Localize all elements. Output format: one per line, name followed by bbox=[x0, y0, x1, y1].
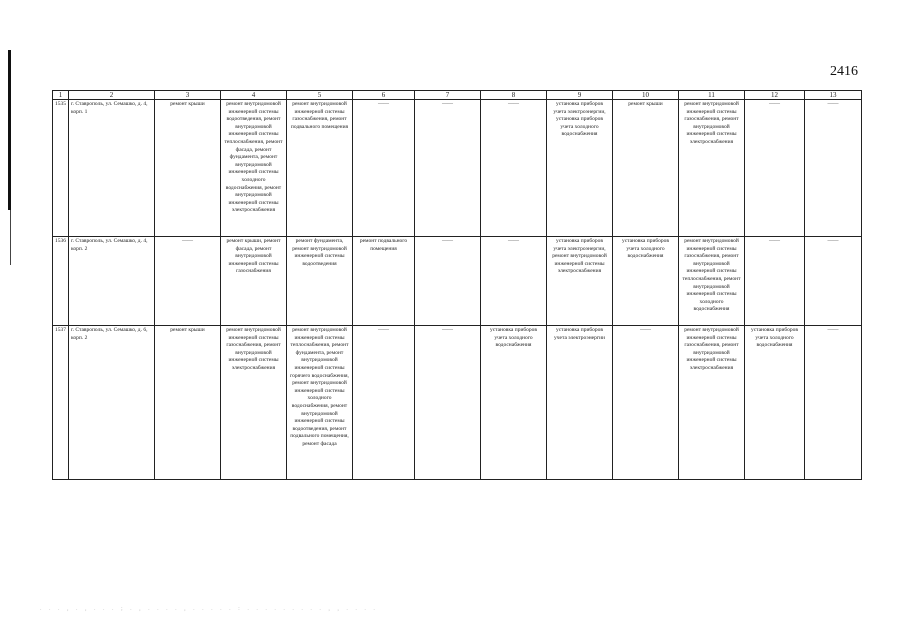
column-header: 3 bbox=[155, 91, 221, 100]
column-header: 4 bbox=[221, 91, 287, 100]
column-header: 5 bbox=[287, 91, 353, 100]
column-header: 6 bbox=[353, 91, 415, 100]
scan-edge-mark-lower bbox=[10, 210, 11, 265]
table-cell: установка приборов учета электроэнергии, установка приборов учета холодного водоснабжения bbox=[547, 100, 613, 237]
scan-edge-mark bbox=[8, 50, 11, 210]
column-header: 13 bbox=[805, 91, 862, 100]
column-header: 9 bbox=[547, 91, 613, 100]
table-cell: установка приборов учета холодного водоснабжения bbox=[481, 326, 547, 480]
table-cell: —— bbox=[155, 237, 221, 326]
table-cell: ремонт подвального помещения bbox=[353, 237, 415, 326]
table-cell: —— bbox=[353, 100, 415, 237]
table-cell: установка приборов учета холодного водоснабжения bbox=[613, 237, 679, 326]
column-header: 1 bbox=[53, 91, 69, 100]
table-row bbox=[53, 326, 862, 480]
table-cell: ремонт внутридомовой инженерной системы теплоснабжения, ремонт фундамента, ремонт внутридомовой инженерной системы горячего водоснабжения, ремонт внутридомовой инженерной системы холодного водоснабжения, ремонт внутридомовой инженерной системы водоотведения, ремонт подвального помещения, ремонт фасада bbox=[287, 326, 353, 480]
table-cell: —— bbox=[415, 100, 481, 237]
table-cell: установка приборов учета электроэнергии bbox=[547, 326, 613, 480]
table-cell: —— bbox=[613, 326, 679, 480]
table-cell: —— bbox=[415, 326, 481, 480]
table-cell: ремонт крыши bbox=[155, 100, 221, 237]
column-header: 12 bbox=[745, 91, 805, 100]
table-cell: установка приборов учета холодного водоснабжения bbox=[745, 326, 805, 480]
column-header: 2 bbox=[69, 91, 155, 100]
table-cell: ремонт внутридомовой инженерной системы газоснабжения, ремонт внутридомовой инженерной системы электроснабжения bbox=[679, 326, 745, 480]
column-header: 10 bbox=[613, 91, 679, 100]
table-cell: ремонт внутридомовой инженерной системы газоснабжения, ремонт подвального помещения bbox=[287, 100, 353, 237]
table-row bbox=[53, 237, 862, 326]
table-cell: —— bbox=[805, 326, 862, 480]
table-cell: ремонт внутридомовой инженерной системы газоснабжения, ремонт внутридомовой инженерной системы электроснабжения bbox=[221, 326, 287, 480]
table-cell: —— bbox=[745, 237, 805, 326]
table-cell: ремонт внутридомовой инженерной системы водоотведения, ремонт внутридомовой инженерной системы теплоснабжения, ремонт фасада, ремонт фундамента, ремонт внутридомовой инженерной системы холодного водоснабжения, ремонт внутридомовой инженерной системы электроснабжения bbox=[221, 100, 287, 237]
repair-schedule-table bbox=[52, 90, 862, 480]
table-cell: —— bbox=[805, 100, 862, 237]
row-number: 1537 bbox=[53, 326, 69, 480]
row-number: 1535 bbox=[53, 100, 69, 237]
table-cell: ремонт внутридомовой инженерной системы газоснабжения, ремонт внутридомовой инженерной системы электроснабжения bbox=[679, 100, 745, 237]
table-cell: —— bbox=[745, 100, 805, 237]
table-row bbox=[53, 100, 862, 237]
address-cell: г. Ставрополь, ул. Семашко, д. 4, корп. 1 bbox=[69, 100, 155, 237]
address-cell: г. Ставрополь, ул. Семашко, д. 6, корп. 2 bbox=[69, 326, 155, 480]
address-cell: г. Ставрополь, ул. Семашко, д. 4, корп. 2 bbox=[69, 237, 155, 326]
table-cell: ремонт внутридомовой инженерной системы газоснабжения, ремонт внутридомовой инженерной системы теплоснабжения, ремонт внутридомовой инженерной системы холодного водоснабжения bbox=[679, 237, 745, 326]
table-cell: ремонт крыши bbox=[613, 100, 679, 237]
row-number: 1536 bbox=[53, 237, 69, 326]
table-cell: —— bbox=[805, 237, 862, 326]
table-cell: —— bbox=[481, 100, 547, 237]
column-header: 8 bbox=[481, 91, 547, 100]
table-cell: —— bbox=[481, 237, 547, 326]
column-header: 7 bbox=[415, 91, 481, 100]
scan-noise: . . . , . , . . . ; . , . . . . , . . . . . : . . . . . . . . . , , . . . . bbox=[40, 606, 378, 612]
page-number: 2416 bbox=[830, 64, 858, 79]
table-cell: ремонт крыши, ремонт фасада, ремонт внутридомовой инженерной системы газоснабжения bbox=[221, 237, 287, 326]
table-cell: —— bbox=[415, 237, 481, 326]
table-cell: —— bbox=[353, 326, 415, 480]
table-cell: ремонт крыши bbox=[155, 326, 221, 480]
column-number-row bbox=[53, 91, 862, 100]
table-cell: ремонт фундамента, ремонт внутридомовой инженерной системы водоотведения bbox=[287, 237, 353, 326]
table-cell: установка приборов учета электроэнергии, ремонт внутридомовой инженерной системы электроснабжения bbox=[547, 237, 613, 326]
column-header: 11 bbox=[679, 91, 745, 100]
